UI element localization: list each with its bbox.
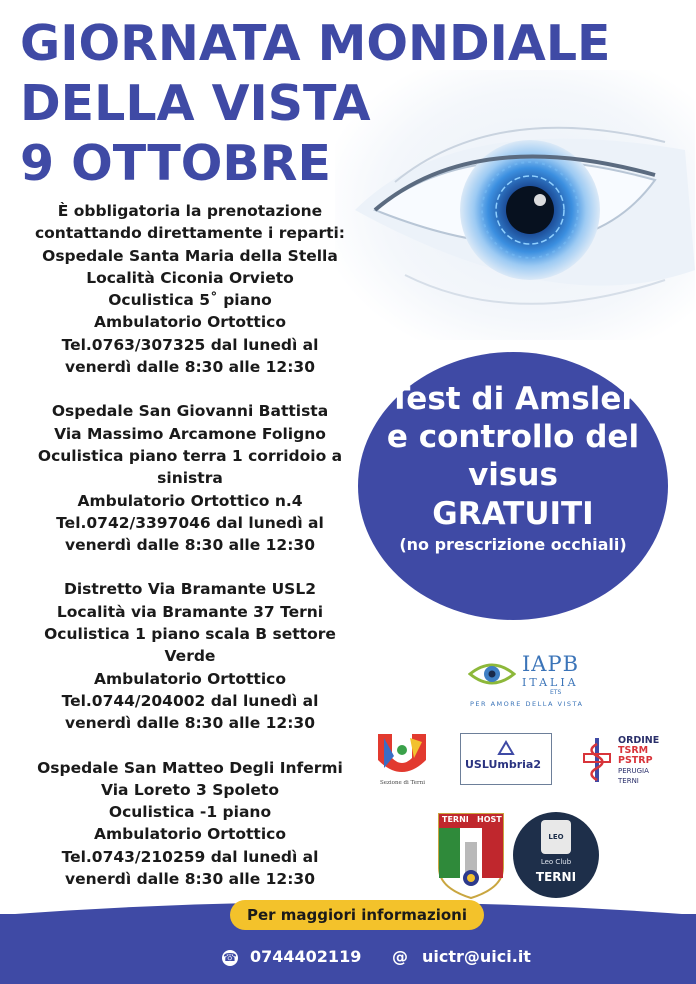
uici-caption: Sezione di Terni: [380, 780, 425, 786]
circle-line-2: e controllo del: [386, 419, 640, 455]
usl-mark-icon: [497, 740, 515, 756]
poster-title: [20, 14, 660, 194]
leo-small-text: Leo Club: [540, 858, 572, 866]
lions-shield-icon: [437, 812, 505, 900]
location-line: Ambulatorio Ortottico n.4: [77, 491, 303, 510]
location-line: Ambulatorio Ortottico: [94, 825, 286, 844]
ordine-tsrm-logo: [580, 736, 680, 786]
location-block-4: [20, 757, 360, 891]
location-line: Ambulatorio Ortottico: [94, 669, 286, 688]
email-contact[interactable]: [392, 945, 531, 969]
leo-emblem-icon: LEO: [541, 820, 571, 854]
usl-umbria-logo: [460, 733, 552, 785]
title-line-3: 9 OTTOBRE: [20, 135, 331, 192]
location-line: Ambulatorio Ortottico: [94, 313, 286, 332]
iapb-logo: [468, 650, 588, 712]
leo-big-text: TERNI: [535, 870, 577, 884]
location-line: Tel.0744/204002 dal lunedì al: [61, 691, 319, 710]
location-line: Ospedale San Giovanni Battista: [51, 402, 329, 421]
iapb-ets: ETS: [550, 689, 562, 696]
ordine-caduceus-icon: [580, 736, 614, 784]
phone-contact[interactable]: [222, 945, 361, 969]
location-line: Verde: [164, 647, 216, 666]
lions-terni-host-logo: [437, 812, 505, 900]
circle-line-3: visus: [468, 457, 558, 493]
location-line: Ospedale San Matteo Degli Infermi: [37, 758, 343, 777]
location-line: Tel.0742/3397046 dal lunedì al: [56, 513, 324, 532]
email-address: uictr@uici.it: [422, 947, 531, 966]
circle-free-label: GRATUITI: [432, 496, 594, 532]
location-line: venerdì dalle 8:30 alle 12:30: [65, 870, 315, 889]
iapb-country: ITALIA: [522, 676, 579, 689]
location-line: Via Massimo Arcamone Foligno: [54, 424, 326, 443]
booking-info: [20, 200, 360, 912]
location-block-3: [20, 578, 360, 734]
location-line: Ospedale Santa Maria della Stella: [42, 246, 338, 265]
location-line: Oculistica 1 piano scala B settore: [44, 625, 336, 644]
location-line: Località Ciconia Orvieto: [86, 268, 294, 287]
iapb-name: IAPB: [522, 652, 580, 676]
terni-host-text-2: HOST: [477, 815, 502, 824]
ordine-line-4: PERUGIA: [618, 767, 649, 775]
usl-text: USLUmbria2: [465, 758, 542, 771]
phone-icon: ☎: [223, 950, 237, 964]
intro-line-1: È obbligatoria la prenotazione: [57, 202, 323, 220]
free-test-circle: [358, 352, 668, 620]
location-line: Oculistica piano terra 1 corridoio a: [37, 446, 343, 465]
location-line: Distretto Via Bramante USL2: [63, 580, 317, 599]
location-line: Oculistica 5˚ piano: [108, 291, 272, 310]
location-line: venerdì dalle 8:30 alle 12:30: [65, 714, 315, 733]
intro-line-2: contattando direttamente i reparti:: [34, 224, 346, 243]
more-info-pill: Per maggiori informazioni: [230, 900, 484, 930]
circle-line-1: Test di Amsler: [389, 381, 637, 417]
ordine-line-5: TERNI: [618, 777, 639, 785]
location-block-1: [20, 245, 360, 379]
iapb-tagline: PER AMORE DELLA VISTA: [470, 700, 584, 708]
ordine-line-3: PSTRP: [618, 755, 653, 766]
location-line: Tel.0763/307325 dal lunedì al: [61, 335, 319, 354]
location-line: sinistra: [157, 469, 223, 488]
title-line-1: GIORNATA MONDIALE: [20, 15, 611, 72]
leo-club-logo: [513, 812, 599, 898]
location-line: venerdì dalle 8:30 alle 12:30: [65, 536, 315, 555]
circle-note: (no prescrizione occhiali): [399, 535, 627, 554]
iapb-eye-icon: [468, 654, 516, 694]
location-line: Tel.0743/210259 dal lunedì al: [61, 847, 319, 866]
location-line: Via Loreto 3 Spoleto: [100, 780, 279, 799]
uici-mark-icon: [372, 728, 432, 774]
location-line: Località via Bramante 37 Terni: [56, 602, 324, 621]
uici-logo: [372, 728, 440, 792]
title-line-2: DELLA VISTA: [20, 75, 371, 132]
ordine-line-1: ORDINE: [618, 735, 660, 746]
ordine-text: [618, 736, 659, 786]
phone-number: 0744402119: [250, 947, 362, 966]
ordine-line-2: TSRM: [618, 745, 649, 756]
at-icon: @: [392, 947, 408, 966]
terni-host-text-1: TERNI: [442, 815, 469, 824]
location-line: Oculistica -1 piano: [108, 803, 272, 822]
location-block-2: [20, 400, 360, 556]
location-line: venerdì dalle 8:30 alle 12:30: [65, 358, 315, 377]
